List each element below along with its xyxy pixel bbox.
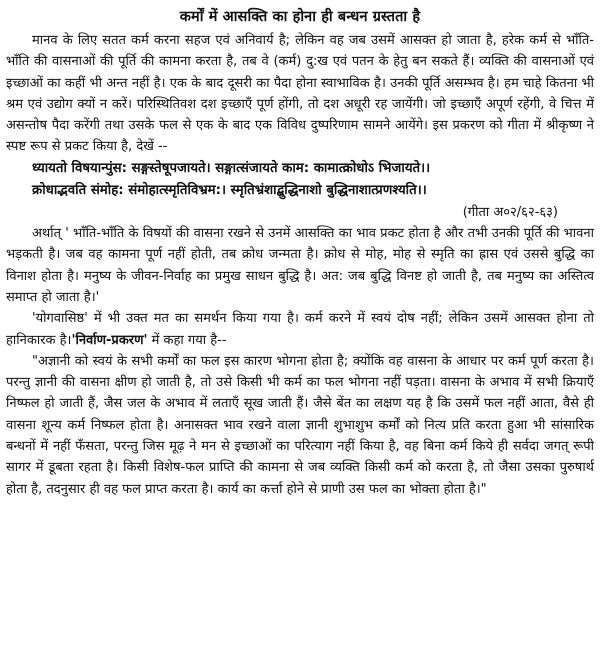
paragraph-meaning: अर्थात् ' भाँति-भाँति के विषयों की वासना रखने से उनमें आसक्ति का भाव प्रकट होता है और तभी उनकी पूर्ति की भावना भड़कती है। जब वह कामना पूर्ण नहीं होती, तब क्रोध जन्मता है। क्रोध से मोह, मोह से स्मृति का ह्रास एवं उससे बुद्धि का विनाश होता है। मनुष्य के जीवन-निर्वाह का प्रमुख साधन बुद्धि है। अत: जब बुद्धि विनष्ट हो जाती है, तब मनुष्य का अस्तित्व समाप्त हो जाता है।' xyxy=(6,226,594,305)
gita-verse-line-2: क्रोधाद्भवति संमोह: संमोहात्स्मृतिविभ्रम:। स्मृतिभ्रंशाद्बुद्धिनाशो बुद्धिनाशात्प्रणश्यति।। xyxy=(32,182,427,198)
page-title: कर्मों में आसक्ति का होना ही बन्धन ग्रस्तता है xyxy=(179,9,421,25)
verse-reference: (गीता अ०२/६२-६३) xyxy=(462,204,558,220)
yogavasishtha-text: 'योगवासिष्ठ' में भी उक्त मत का समर्थन किया गया है। कर्म करने में स्वयं दोष नहीं; लेकिन उसमें आसक्त होना तो हानिकारक है। xyxy=(6,311,594,348)
paragraph-quotation: "अज्ञानी को स्वयं के सभी कर्मों का फल इस कारण भोगना होता है; क्योंकि वह वासना के आधार पर कर्म पूर्ण करता है। परन्तु ज्ञानी की वासना क्षीण हो जाती है, तो उसे किसी भी कर्म का फल भोगना नहीं पड़ता। वासना के अभाव में सभी क्रियाएँ निष्फल हो जाती हैं, जैस जल के अभाव में लताएँ सूख जाती हैं। जैसे बेंत का लक्षण यह है कि उसमें फल नहीं आता, वैसे ही वासना शून्य कर्म निष्फल होता है। अनासक्त भाव रखने वाला ज्ञानी शुभाशुभ कर्मों को नित्य प्रति करता हुआ भी सांसारिक बन्धनों में नहीं फँसता, परन्तु जिस मूढ़ ने मन से इच्छाओं का परित्याग नहीं किया है, वह बिना कर्म किये ही सर्वदा जगत् रूपी सागर में डूबता रहता है। किसी विशेष-फल प्राप्ति की कामना से जब व्यक्ति किसी कर्म को करता है, तो जैसा उसका पुरुषार्थ होता है, तदनुसार ही वह फल प्राप्त करता है। कार्य का कर्त्ता होने से प्राणी उस फल का भोक्ता होता है।" xyxy=(6,353,594,497)
yogavasishtha-text-end: में कहा गया है-- xyxy=(147,332,227,348)
nirvana-prakaran-label: 'निर्वाण-प्रकरण' xyxy=(71,332,148,348)
paragraph-intro: मानव के लिए सतत कर्म करना सहज एवं अनिवार्य है; लेकिन वह जब उसमें आसक्त हो जाता है, हरेक कर्म से भाँति- भाँति की वासनाओं की पूर्ति की कामना करता है, तब वे (कर्म) दु:ख एवं पतन के हेतु बन सकते हैं। व्यक्ति की वासनाओं एवं इच्छाओं का कहीं भी अन्त नहीं है। एक के बाद दूसरी का पैदा होना स्वाभाविक है। उनकी पूर्ति असम्भव है। हम चाहे कितना भी श्रम एवं उद्योग क्यों न करें। परिस्थितिवश दश इच्छाएँ पूर्ण होंगी, तो दश अधूरी रह जायेंगी। जो इच्छाएँ अपूर्ण रहेंगी, वे चित्त में असन्तोष पैदा करेंगी तथा उसके फल से एक के बाद एक विविध दुष्परिणाम सामने आयेंगे। इस प्रकरण को गीता में श्रीकृष्ण ने स्पष्ट रूप से प्रकट किया है, देखें -- xyxy=(6,33,594,155)
paragraph-yogavasishtha xyxy=(6,308,594,351)
gita-verse-line-1: ध्यायतो विषयान्पुंस: सङ्गस्तेषूपजायते। सङ्गात्संजायते काम: कामात्क्रोधोऽ भिजायते।। xyxy=(32,160,431,176)
